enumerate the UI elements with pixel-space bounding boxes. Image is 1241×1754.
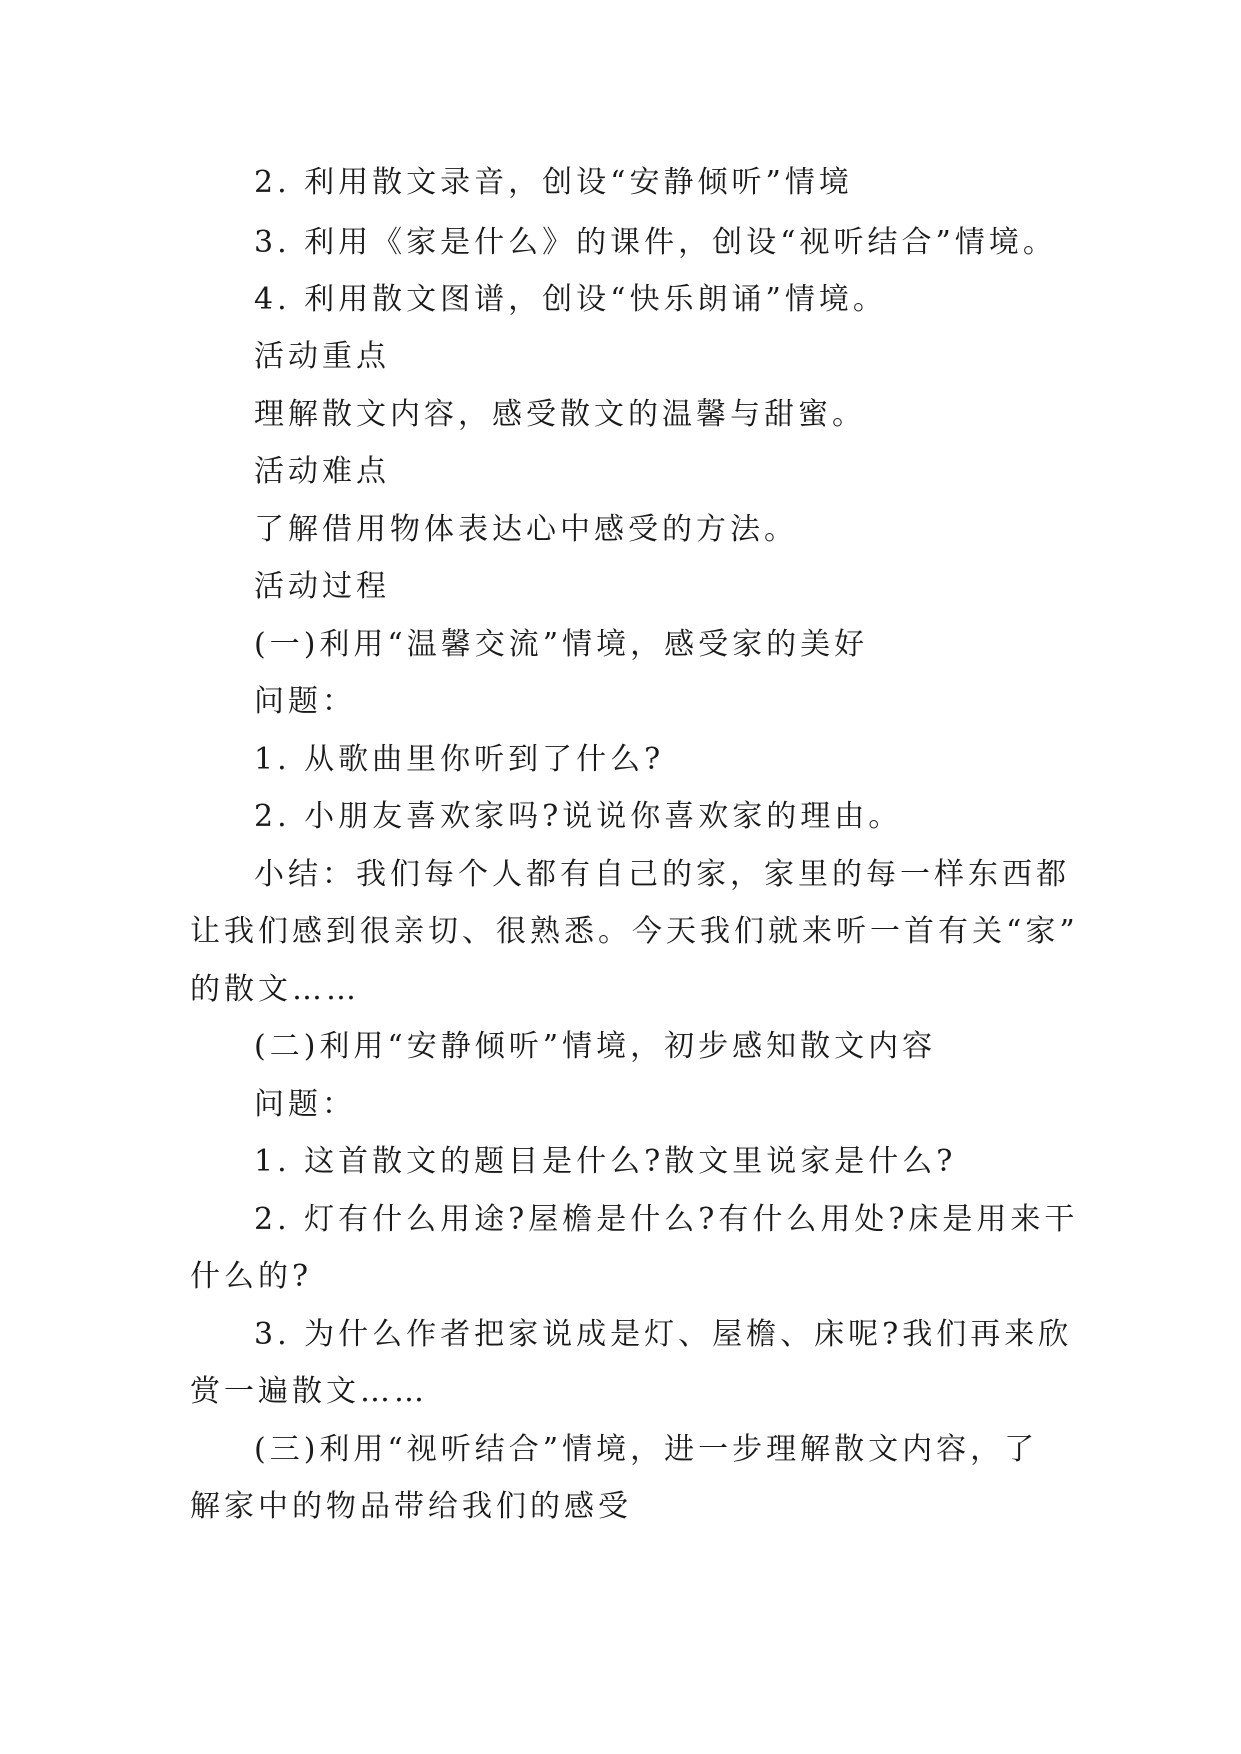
text-line: 3. 利用《家是什么》的课件，创设“视听结合”情境。 — [254, 225, 1057, 260]
text-line: 问题： — [254, 684, 356, 719]
subsection-heading: (三)利用“视听结合”情境，进一步理解散文内容，了 — [254, 1432, 1039, 1467]
text-line: 解家中的物品带给我们的感受 — [190, 1489, 632, 1524]
subsection-heading: (一)利用“温馨交流”情境，感受家的美好 — [254, 627, 869, 662]
text-line: 4. 利用散文图谱，创设“快乐朗诵”情境。 — [254, 282, 887, 317]
subsection-heading: (二)利用“安静倾听”情境，初步感知散文内容 — [254, 1029, 937, 1064]
text-line: 小结：我们每个人都有自己的家，家里的每一样东西都 — [254, 857, 1070, 892]
section-heading: 活动重点 — [254, 339, 390, 374]
text-line: 让我们感到很亲切、很熟悉。今天我们就来听一首有关“家” — [190, 914, 1079, 949]
text-line: 了解借用物体表达心中感受的方法。 — [254, 512, 798, 547]
text-line: 1. 从歌曲里你听到了什么? — [254, 742, 665, 777]
text-line: 的散文…… — [190, 972, 360, 1007]
section-heading: 活动难点 — [254, 454, 390, 489]
text-line: 2. 小朋友喜欢家吗?说说你喜欢家的理由。 — [254, 799, 903, 834]
text-line: 2. 利用散文录音，创设“安静倾听”情境 — [254, 165, 853, 200]
text-line: 3. 为什么作者把家说成是灯、屋檐、床呢?我们再来欣 — [254, 1317, 1073, 1352]
text-line: 赏一遍散文…… — [190, 1374, 428, 1409]
section-heading: 活动过程 — [254, 569, 390, 604]
text-line: 1. 这首散文的题目是什么?散文里说家是什么? — [254, 1144, 957, 1179]
text-line: 2. 灯有什么用途?屋檐是什么?有什么用处?床是用来干 — [254, 1202, 1079, 1237]
text-line: 什么的? — [190, 1259, 313, 1294]
text-line: 理解散文内容，感受散文的温馨与甜蜜。 — [254, 397, 866, 432]
text-line: 问题： — [254, 1087, 356, 1122]
